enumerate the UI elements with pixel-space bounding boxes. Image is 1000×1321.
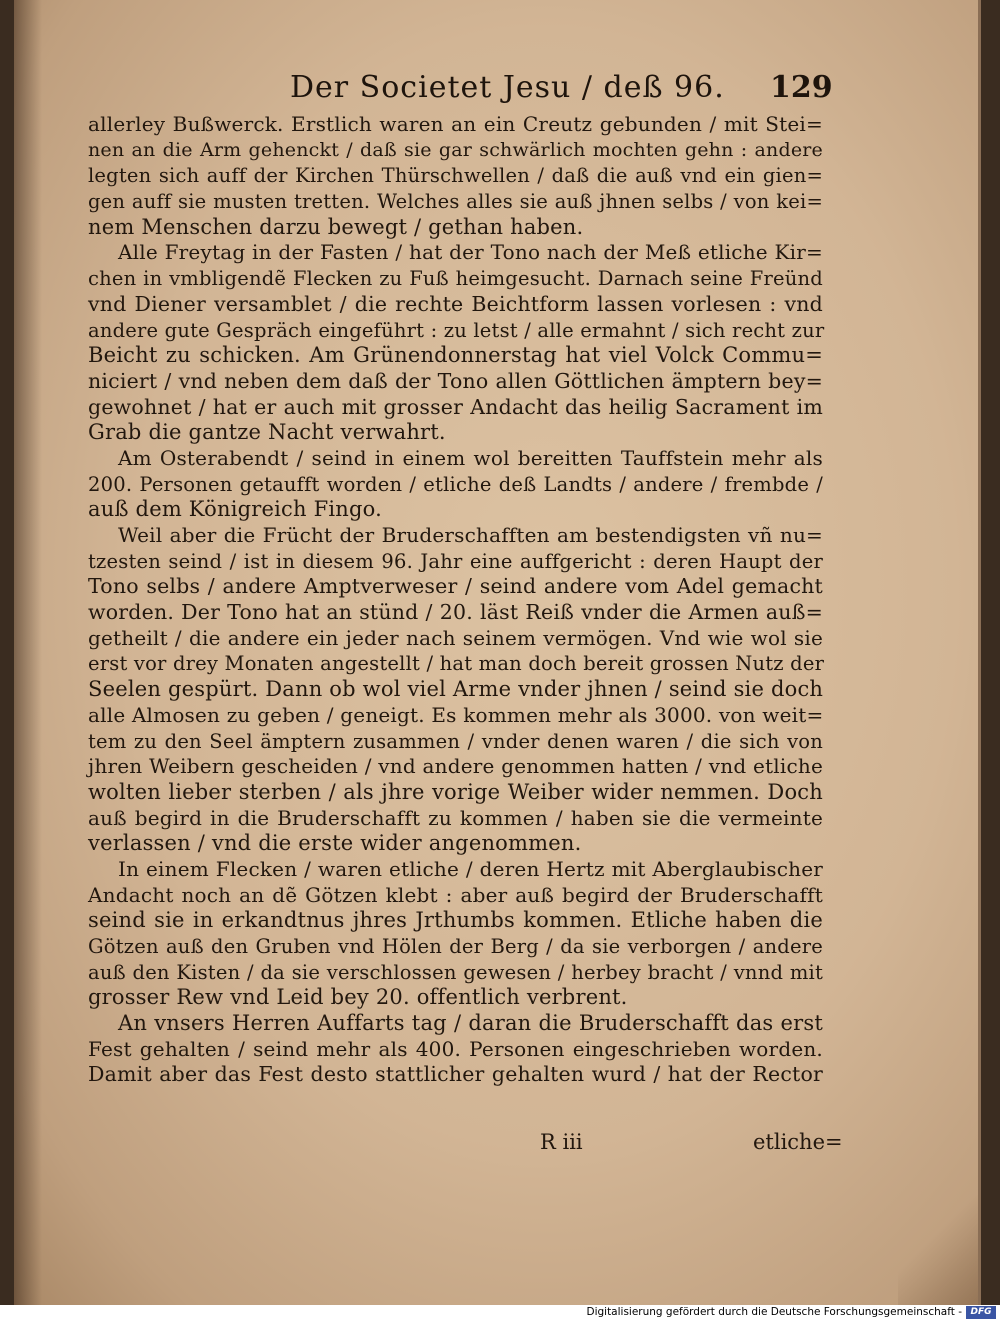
text-line: Am Osterabendt / seind in einem wol bereitten Tauffstein mehr als	[118, 445, 823, 470]
text-line: tzesten seind / ist in diesem 96. Jahr eine auffgericht : deren Haupt der	[88, 549, 823, 573]
page-number: 129	[770, 70, 833, 105]
running-head: Der Societet Jesu / deß 96.	[290, 70, 725, 105]
catchword: etliche=	[753, 1130, 843, 1154]
text-line: vnd Diener versamblet / die rechte Beichtform lassen vorlesen : vnd	[88, 291, 823, 316]
text-line: nen an die Arm gehenckt / daß sie gar schwärlich mochten gehn : andere	[88, 138, 823, 161]
text-line: Grab die gantze Nacht verwahrt.	[88, 420, 446, 445]
text-line: Alle Freytag in der Fasten / hat der Tono nach der Meß etliche Kir=	[118, 240, 823, 265]
text-line: worden. Der Tono hat an stünd / 20. läst Reiß vnder die Armen auß=	[88, 600, 823, 625]
text-line: auß begird in die Bruderschafft zu kommen / haben sie die vermeinte	[88, 805, 823, 830]
text-line: wolten lieber sterben / als jhre vorige Weiber wider nemmen. Doch	[88, 779, 823, 804]
text-line: Fest gehalten / seind mehr als 400. Personen eingeschrieben worden.	[88, 1036, 823, 1061]
text-line: gewohnet / hat er auch mit grosser Andacht das heilig Sacrament im	[88, 394, 823, 419]
text-line: seind sie in erkandtnus jhres Jrthumbs kommen. Etliche haben die	[88, 908, 823, 933]
text-line: erst vor drey Monaten angestellt / hat man doch bereit grossen Nutz der	[88, 652, 825, 676]
text-line: legten sich auff der Kirchen Thürschwellen / daß die auß vnd ein gien=	[88, 164, 823, 188]
text-line: grosser Rew vnd Leid bey 20. offentlich verbrent.	[88, 985, 628, 1010]
binding-shadow	[14, 0, 42, 1305]
text-line: niciert / vnd neben dem daß der Tono allen Göttlichen ämptern bey=	[88, 368, 823, 393]
text-line: gen auff sie musten tretten. Welches alles sie auß jhnen selbs / von kei=	[88, 190, 823, 214]
text-line: nem Menschen darzu bewegt / gethan haben.	[88, 214, 584, 239]
text-line: Tono selbs / andere Amptverweser / seind andere vom Adel gemacht	[88, 574, 823, 599]
text-line: Andacht noch an dẽ Götzen klebt : aber auß begird der Bruderschafft	[88, 882, 823, 907]
text-line: auß den Kisten / da sie verschlossen gewesen / herbey bracht / vnnd mit	[88, 960, 823, 984]
digitization-footer	[0, 1305, 1000, 1321]
text-line: verlassen / vnd die erste wider angenommen.	[88, 831, 582, 856]
text-line: jhren Weibern gescheiden / vnd andere genommen hatten / vnd etliche	[88, 754, 823, 779]
body-text	[88, 112, 823, 1088]
text-line: alle Almosen zu geben / geneigt. Es kommen mehr als 3000. von weit=	[88, 702, 824, 727]
text-line: allerley Bußwerck. Erstlich waren an ein Creutz gebunden / mit Stei=	[88, 112, 823, 136]
text-line: In einem Flecken / waren etliche / deren Hertz mit Aberglaubischer	[118, 856, 823, 881]
text-line: chen in vmbligendẽ Flecken zu Fuß heimgesucht. Darnach seine Freünd	[88, 267, 823, 291]
text-line: Götzen auß den Gruben vnd Hölen der Berg / da sie verborgen / andere	[88, 935, 823, 958]
text-line: tem zu den Seel ämptern zusammen / vnder denen waren / die sich von	[88, 729, 823, 753]
text-line: andere gute Gespräch eingeführt : zu letst / alle ermahnt / sich recht zur	[88, 318, 825, 342]
text-line: auß dem Königreich Fingo.	[88, 497, 383, 522]
text-line: Seelen gespürt. Dann ob wol viel Arme vnder jhnen / seind sie doch	[88, 677, 824, 702]
catchline	[540, 1130, 843, 1160]
text-line: getheilt / die andere ein jeder nach seinem vermögen. Vnd wie wol sie	[88, 625, 823, 650]
text-line: An vnsers Herren Auffarts tag / daran die Bruderschafft das erst	[118, 1011, 823, 1036]
text-line: Weil aber die Frücht der Bruderschafften am bestendigsten vñ nu=	[118, 523, 823, 547]
footer-credit: Digitalisierung gefördert durch die Deutsche Forschungsgemeinschaft -	[586, 1306, 962, 1318]
text-line: Damit aber das Fest desto stattlicher gehalten wurd / hat der Rector	[88, 1062, 823, 1087]
text-line: Beicht zu schicken. Am Grünendonnerstag hat viel Volck Commu=	[88, 343, 823, 368]
signature-mark: R iii	[540, 1130, 583, 1154]
dfg-logo: DFG	[966, 1306, 996, 1319]
text-line: 200. Personen getaufft worden / etliche deß Landts / andere / frembde /	[88, 472, 823, 496]
